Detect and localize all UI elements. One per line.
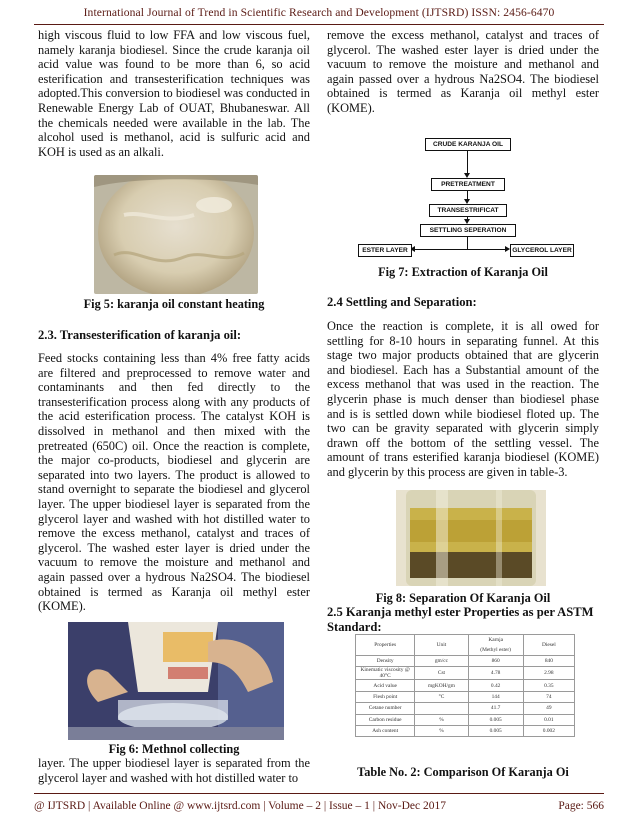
table-subheader: (Methyl ester) [480,647,511,653]
properties-table [355,634,575,737]
footer-journal-info: @ IJTSRD | Available Online @ www.ijtsrd.com | Volume – 2 | Issue – 1 | Nov-Dec 2017 [34,800,446,812]
header-rule [34,24,604,25]
flow-transesterificat: TRANSESTRIFICAT [429,204,507,217]
flow-ester-layer: ESTER LAYER [358,244,412,257]
fig6-caption: Fig 6: Methnol collecting [108,742,240,756]
left-paragraph-2: Feed stocks containing less than 4% free fatty acids are filtered and preprocessed to remove water and contaminants and then fed directly to the transesterification process along with any products of the acid esterification process. The catalyst KOH is dissolved in methanol and then mixed with the pretreated (650C) oil. Once the reaction is complete, the major co-products, biodiesel and glycerin are separated into two layers. The product is allowed to stand overnight to separate the biodiesel and glycerol layer. The upper biodiesel layer is separated from the glycerol layer and washed with hot distilled water to remove the excess methanol, catalyst and traces of glycerol. The washed ester layer is dried under the vacuum to remove the moisture and methanol and again passed over a hydrous Na2SO4. The biodiesel obtained is termed as Karanja oil methyl ester (KOME). [38,351,310,614]
table-cell: 41.7 [468,703,523,714]
section-2-5-heading: 2.5 Karanja methyl ester Properties as per ASTM Standard: [327,605,594,634]
table-cell: Ash content [356,725,415,736]
table-row [356,680,575,691]
table-cell: 4.78 [468,667,523,680]
table-row [356,667,575,680]
table-cell: 0.005 [468,714,523,725]
table-header-row [356,635,575,656]
table-cell: mgKOH/gm [415,680,468,691]
table-header-cell: Diesel [523,635,574,656]
fig6-photo-methanol-collecting [68,622,284,740]
table-cell: Flesh point [356,691,415,702]
table-body [356,656,575,737]
table-cell: 0.01 [523,714,574,725]
table-caption: Table No. 2: Comparison Of Karanja Oi [357,765,569,779]
table-row [356,714,575,725]
table-cell: gm/cc [415,656,468,667]
flow-connector [415,249,505,250]
flow-crude-karanja-oil: CRUDE KARANJA OIL [425,138,511,151]
table-row [356,725,575,736]
table-cell: % [415,725,468,736]
table-cell: Carbon residue [356,714,415,725]
fig5-caption: Fig 5: karanja oil constant heating [83,297,265,311]
table-cell: 2.98 [523,667,574,680]
table-cell: 0.002 [523,725,574,736]
table-cell: Acid value [356,680,415,691]
fig7-flowchart [355,135,585,260]
table-cell: 860 [468,656,523,667]
fig5-photo-karanja-oil-heating [94,175,258,294]
fig8-caption: Fig 8: Separation Of Karanja Oil [375,591,551,605]
table-cell: 74 [523,691,574,702]
table-cell: Density [356,656,415,667]
flow-settling-separation: SETTLING SEPERATION [420,224,516,237]
table-cell: 144 [468,691,523,702]
flow-pretreatment: PRETREATMENT [431,178,505,191]
right-paragraph-2: Once the reaction is complete, it is all owed for settling for 8-10 hours in separating funnel. At this stage two major products obtained that are glycerin and biodiesel. Each has a Substantial amount of the excess methanol that was used in the reaction. The glycerin phase is much denser than biodiesel phase and is is settled down while biodiesel floted up. The two can be gravity separated with glycerin simply drawn off the bottom of the settling vessel. The amount of trans esterified karanja biodiesel (KOME) and glycerin by this process are given in table-3. [327,319,599,479]
running-header: International Journal of Trend in Scientific Research and Development (IJTSRD) ISSN: 2456-6470 [83,6,555,19]
left-paragraph-3: layer. The upper biodiesel layer is separated from the glycerol layer and washed with hot distilled water to [38,756,310,785]
flow-connector [467,236,468,249]
table-row [356,703,575,714]
right-paragraph-1: remove the excess methanol, catalyst and traces of glycerol. The washed ester layer is dried under the vacuum to remove the moisture and methanol and again passed over a hydrous Na2SO4. The biodiesel obtained is termed as Karanja oil methyl ester (KOME). [327,28,599,115]
footer-page-number: Page: 566 [558,800,604,812]
table-cell: % [415,714,468,725]
table-row [356,656,575,667]
table-row [356,691,575,702]
flow-glycerol-layer: GLYCEROL LAYER [510,244,574,257]
table-cell: Cst [415,667,468,680]
table-cell: Kinematic viscosity @ 40°C [356,667,415,680]
table-header-cell: Unit [415,635,468,656]
section-2-3-heading: 2.3. Transesterification of karanja oil: [38,328,242,342]
fig8-photo-separation-karanja-oil [396,490,546,586]
table-cell: Cetane number [356,703,415,714]
table-cell: °C [415,691,468,702]
fig7-caption: Fig 7: Extraction of Karanja Oil [378,265,548,279]
table-cell: 840 [523,656,574,667]
section-2-4-heading: 2.4 Settling and Separation: [327,295,477,309]
table-header-cell [468,635,523,656]
footer-rule [34,793,604,794]
left-paragraph-1: high viscous fluid to low FFA and low viscous fuel, namely karanja biodiesel. Since the crude karanja oil acid value was found to be more than 6, so acid esterification and transesterification techniques was adopted.This conversion to biodiesel was conducted in Renewable Energy Lab of OUAT, Bhubaneswar. All the chemicals needed were available in the lab. The alcohol used is methanol, acid is sulfuric acid and KOH is used as an alkali. [38,28,310,159]
table-cell [415,703,468,714]
table-header-cell: Properties [356,635,415,656]
table-cell: 49 [523,703,574,714]
table-header-karnja: Karnja [488,637,503,643]
table-cell: 0.35 [523,680,574,691]
running-footer [34,800,604,812]
table-cell: 0.42 [468,680,523,691]
table-cell: 0.005 [468,725,523,736]
